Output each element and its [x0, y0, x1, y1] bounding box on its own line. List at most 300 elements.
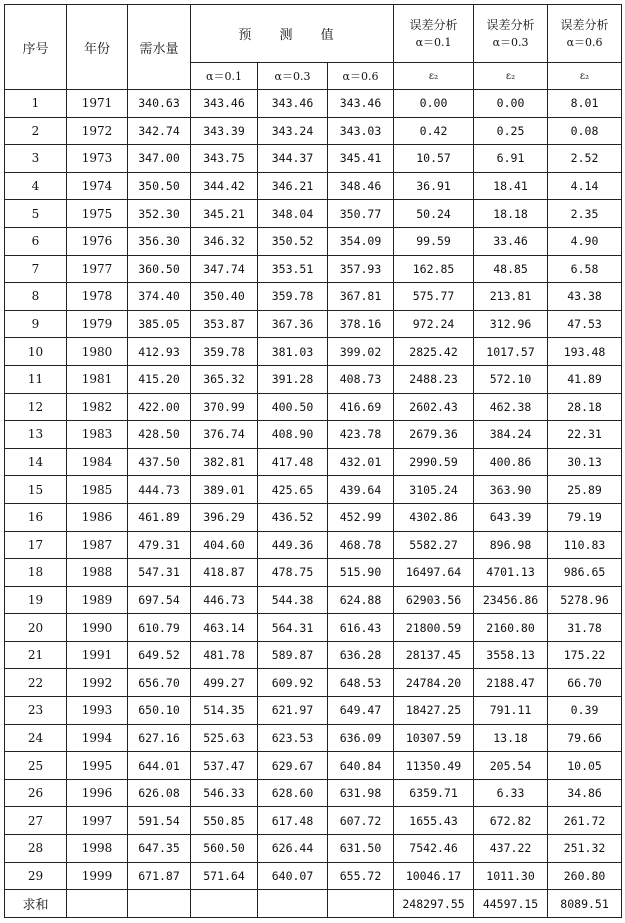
row-forecast-alpha-06: 416.69 — [328, 393, 394, 421]
row-forecast-alpha-03: 449.36 — [258, 531, 328, 559]
row-error-alpha-01: 2679.36 — [394, 421, 474, 449]
row-error-alpha-06: 47.53 — [548, 310, 622, 338]
row-index: 7 — [5, 255, 67, 283]
row-error-alpha-06: 260.80 — [548, 862, 622, 890]
row-forecast-alpha-06: 640.84 — [328, 752, 394, 780]
row-forecast-alpha-03: 640.07 — [258, 862, 328, 890]
row-index: 5 — [5, 200, 67, 228]
row-index: 10 — [5, 338, 67, 366]
row-demand: 479.31 — [128, 531, 191, 559]
header-forecast-group: 预 测 值 — [191, 5, 394, 63]
row-error-alpha-01: 6359.71 — [394, 779, 474, 807]
row-error-alpha-06: 8.01 — [548, 90, 622, 118]
header-forecast-alpha-06: α＝0.6 — [328, 63, 394, 90]
header-epsilon: ε₂ — [394, 63, 474, 90]
row-error-alpha-03: 33.46 — [474, 227, 548, 255]
row-index: 28 — [5, 835, 67, 863]
row-forecast-alpha-03: 348.04 — [258, 200, 328, 228]
row-error-alpha-06: 25.89 — [548, 476, 622, 504]
header-error-title: 误差分析 — [486, 17, 535, 32]
header-error-alpha-03 — [474, 5, 548, 63]
row-year: 1992 — [67, 669, 128, 697]
row-forecast-alpha-06: 343.03 — [328, 117, 394, 145]
table-body — [5, 90, 622, 918]
row-forecast-alpha-03: 350.52 — [258, 227, 328, 255]
row-forecast-alpha-06: 343.46 — [328, 90, 394, 118]
row-demand: 374.40 — [128, 283, 191, 311]
row-error-alpha-01: 2990.59 — [394, 448, 474, 476]
row-error-alpha-03: 0.00 — [474, 90, 548, 118]
row-error-alpha-06: 2.52 — [548, 145, 622, 173]
header-error-alpha-06 — [548, 5, 622, 63]
row-error-alpha-03: 384.24 — [474, 421, 548, 449]
row-forecast-alpha-03: 344.37 — [258, 145, 328, 173]
row-year: 1999 — [67, 862, 128, 890]
table-row — [5, 559, 622, 587]
row-demand: 649.52 — [128, 641, 191, 669]
row-forecast-alpha-06: 636.28 — [328, 641, 394, 669]
table-row — [5, 283, 622, 311]
row-demand: 428.50 — [128, 421, 191, 449]
row-year: 1973 — [67, 145, 128, 173]
row-error-alpha-01: 24784.20 — [394, 669, 474, 697]
row-index: 1 — [5, 90, 67, 118]
row-error-alpha-06: 4.90 — [548, 227, 622, 255]
row-forecast-alpha-01: 365.32 — [191, 365, 258, 393]
row-error-alpha-01: 5582.27 — [394, 531, 474, 559]
table-row — [5, 835, 622, 863]
row-forecast-alpha-01: 463.14 — [191, 614, 258, 642]
row-error-alpha-06: 0.39 — [548, 697, 622, 725]
table-row — [5, 669, 622, 697]
row-error-alpha-01: 10.57 — [394, 145, 474, 173]
header-forecast-alpha-01: α＝0.1 — [191, 63, 258, 90]
row-forecast-alpha-01: 396.29 — [191, 503, 258, 531]
row-year: 1982 — [67, 393, 128, 421]
row-demand: 385.05 — [128, 310, 191, 338]
row-error-alpha-06: 31.78 — [548, 614, 622, 642]
row-forecast-alpha-06: 357.93 — [328, 255, 394, 283]
row-forecast-alpha-06: 515.90 — [328, 559, 394, 587]
row-demand: 647.35 — [128, 835, 191, 863]
row-forecast-alpha-01: 344.42 — [191, 172, 258, 200]
row-forecast-alpha-06: 631.98 — [328, 779, 394, 807]
table-row — [5, 752, 622, 780]
row-forecast-alpha-01: 345.21 — [191, 200, 258, 228]
row-year: 1996 — [67, 779, 128, 807]
row-forecast-alpha-01: 481.78 — [191, 641, 258, 669]
row-forecast-alpha-01: 376.74 — [191, 421, 258, 449]
header-epsilon: ε₂ — [548, 63, 622, 90]
row-error-alpha-03: 4701.13 — [474, 559, 548, 587]
row-forecast-alpha-01: 347.74 — [191, 255, 258, 283]
row-year: 1979 — [67, 310, 128, 338]
row-index: 19 — [5, 586, 67, 614]
row-forecast-alpha-01: 560.50 — [191, 835, 258, 863]
table-row — [5, 365, 622, 393]
row-forecast-alpha-06: 631.50 — [328, 835, 394, 863]
row-forecast-alpha-03: 589.87 — [258, 641, 328, 669]
row-forecast-alpha-06: 439.64 — [328, 476, 394, 504]
row-error-alpha-06: 43.38 — [548, 283, 622, 311]
row-demand: 656.70 — [128, 669, 191, 697]
row-index: 27 — [5, 807, 67, 835]
row-error-alpha-01: 0.42 — [394, 117, 474, 145]
row-index: 4 — [5, 172, 67, 200]
row-error-alpha-06: 986.65 — [548, 559, 622, 587]
row-year: 1997 — [67, 807, 128, 835]
row-index: 15 — [5, 476, 67, 504]
row-year: 1971 — [67, 90, 128, 118]
row-demand: 356.30 — [128, 227, 191, 255]
totals-label: 求和 — [5, 890, 67, 918]
row-forecast-alpha-01: 382.81 — [191, 448, 258, 476]
row-error-alpha-03: 643.39 — [474, 503, 548, 531]
row-forecast-alpha-06: 350.77 — [328, 200, 394, 228]
header-error-alpha-label: α＝0.3 — [492, 35, 529, 49]
row-forecast-alpha-03: 564.31 — [258, 614, 328, 642]
table-row — [5, 421, 622, 449]
totals-empty-cell — [67, 890, 128, 918]
row-forecast-alpha-03: 621.97 — [258, 697, 328, 725]
row-error-alpha-06: 193.48 — [548, 338, 622, 366]
row-error-alpha-01: 1655.43 — [394, 807, 474, 835]
row-forecast-alpha-03: 544.38 — [258, 586, 328, 614]
row-forecast-alpha-01: 499.27 — [191, 669, 258, 697]
row-year: 1993 — [67, 697, 128, 725]
row-forecast-alpha-03: 478.75 — [258, 559, 328, 587]
header-forecast-alpha-03: α＝0.3 — [258, 63, 328, 90]
row-error-alpha-03: 462.38 — [474, 393, 548, 421]
row-index: 26 — [5, 779, 67, 807]
row-forecast-alpha-03: 425.65 — [258, 476, 328, 504]
row-error-alpha-01: 21800.59 — [394, 614, 474, 642]
row-index: 14 — [5, 448, 67, 476]
table-row — [5, 255, 622, 283]
row-error-alpha-01: 2488.23 — [394, 365, 474, 393]
row-error-alpha-03: 312.96 — [474, 310, 548, 338]
row-error-alpha-01: 10046.17 — [394, 862, 474, 890]
row-error-alpha-06: 34.86 — [548, 779, 622, 807]
table-row — [5, 586, 622, 614]
row-error-alpha-03: 6.33 — [474, 779, 548, 807]
table-row — [5, 531, 622, 559]
row-demand: 697.54 — [128, 586, 191, 614]
row-index: 17 — [5, 531, 67, 559]
header-error-alpha-01 — [394, 5, 474, 63]
row-error-alpha-06: 110.83 — [548, 531, 622, 559]
table-row — [5, 862, 622, 890]
row-error-alpha-01: 62903.56 — [394, 586, 474, 614]
row-index: 20 — [5, 614, 67, 642]
totals-empty-cell — [128, 890, 191, 918]
row-year: 1977 — [67, 255, 128, 283]
header-epsilon: ε₂ — [474, 63, 548, 90]
row-error-alpha-03: 791.11 — [474, 697, 548, 725]
row-error-alpha-03: 896.98 — [474, 531, 548, 559]
row-forecast-alpha-06: 468.78 — [328, 531, 394, 559]
row-error-alpha-06: 5278.96 — [548, 586, 622, 614]
row-forecast-alpha-06: 354.09 — [328, 227, 394, 255]
row-year: 1987 — [67, 531, 128, 559]
row-forecast-alpha-01: 389.01 — [191, 476, 258, 504]
row-error-alpha-06: 41.89 — [548, 365, 622, 393]
table-row — [5, 117, 622, 145]
table-row — [5, 476, 622, 504]
row-error-alpha-03: 13.18 — [474, 724, 548, 752]
table-row — [5, 448, 622, 476]
row-demand: 461.89 — [128, 503, 191, 531]
totals-empty-cell — [258, 890, 328, 918]
row-error-alpha-03: 213.81 — [474, 283, 548, 311]
row-forecast-alpha-01: 546.33 — [191, 779, 258, 807]
row-year: 1976 — [67, 227, 128, 255]
row-error-alpha-06: 6.58 — [548, 255, 622, 283]
row-index: 3 — [5, 145, 67, 173]
header-error-alpha-label: α＝0.6 — [566, 35, 603, 49]
row-demand: 591.54 — [128, 807, 191, 835]
row-error-alpha-01: 2825.42 — [394, 338, 474, 366]
row-demand: 547.31 — [128, 559, 191, 587]
row-demand: 626.08 — [128, 779, 191, 807]
row-demand: 437.50 — [128, 448, 191, 476]
row-error-alpha-03: 1011.30 — [474, 862, 548, 890]
table-row — [5, 200, 622, 228]
row-forecast-alpha-03: 626.44 — [258, 835, 328, 863]
row-forecast-alpha-01: 353.87 — [191, 310, 258, 338]
row-error-alpha-03: 363.90 — [474, 476, 548, 504]
row-forecast-alpha-03: 408.90 — [258, 421, 328, 449]
row-demand: 350.50 — [128, 172, 191, 200]
row-error-alpha-06: 261.72 — [548, 807, 622, 835]
row-error-alpha-01: 0.00 — [394, 90, 474, 118]
row-year: 1994 — [67, 724, 128, 752]
totals-error-alpha-06: 8089.51 — [548, 890, 622, 918]
row-forecast-alpha-06: 655.72 — [328, 862, 394, 890]
row-demand: 627.16 — [128, 724, 191, 752]
row-year: 1990 — [67, 614, 128, 642]
table-row — [5, 145, 622, 173]
row-year: 1986 — [67, 503, 128, 531]
table-row — [5, 310, 622, 338]
row-forecast-alpha-06: 345.41 — [328, 145, 394, 173]
row-forecast-alpha-06: 648.53 — [328, 669, 394, 697]
row-index: 11 — [5, 365, 67, 393]
header-error-title: 误差分析 — [560, 17, 609, 32]
row-error-alpha-01: 3105.24 — [394, 476, 474, 504]
row-error-alpha-06: 175.22 — [548, 641, 622, 669]
row-index: 22 — [5, 669, 67, 697]
row-error-alpha-01: 50.24 — [394, 200, 474, 228]
row-forecast-alpha-06: 649.47 — [328, 697, 394, 725]
row-year: 1998 — [67, 835, 128, 863]
row-forecast-alpha-01: 537.47 — [191, 752, 258, 780]
row-year: 1972 — [67, 117, 128, 145]
row-forecast-alpha-06: 399.02 — [328, 338, 394, 366]
row-forecast-alpha-01: 404.60 — [191, 531, 258, 559]
row-forecast-alpha-01: 514.35 — [191, 697, 258, 725]
row-forecast-alpha-06: 432.01 — [328, 448, 394, 476]
row-demand: 342.74 — [128, 117, 191, 145]
row-year: 1978 — [67, 283, 128, 311]
row-forecast-alpha-01: 343.75 — [191, 145, 258, 173]
row-forecast-alpha-01: 359.78 — [191, 338, 258, 366]
row-error-alpha-01: 7542.46 — [394, 835, 474, 863]
row-forecast-alpha-03: 400.50 — [258, 393, 328, 421]
row-demand: 352.30 — [128, 200, 191, 228]
row-forecast-alpha-06: 636.09 — [328, 724, 394, 752]
row-error-alpha-01: 36.91 — [394, 172, 474, 200]
row-demand: 422.00 — [128, 393, 191, 421]
row-year: 1989 — [67, 586, 128, 614]
row-forecast-alpha-03: 359.78 — [258, 283, 328, 311]
row-error-alpha-03: 437.22 — [474, 835, 548, 863]
row-demand: 347.00 — [128, 145, 191, 173]
row-forecast-alpha-06: 616.43 — [328, 614, 394, 642]
table-row — [5, 227, 622, 255]
row-forecast-alpha-01: 343.39 — [191, 117, 258, 145]
row-error-alpha-03: 3558.13 — [474, 641, 548, 669]
totals-empty-cell — [328, 890, 394, 918]
row-forecast-alpha-06: 378.16 — [328, 310, 394, 338]
row-demand: 671.87 — [128, 862, 191, 890]
row-demand: 360.50 — [128, 255, 191, 283]
row-year: 1985 — [67, 476, 128, 504]
row-error-alpha-03: 48.85 — [474, 255, 548, 283]
row-forecast-alpha-06: 452.99 — [328, 503, 394, 531]
row-error-alpha-03: 6.91 — [474, 145, 548, 173]
row-demand: 444.73 — [128, 476, 191, 504]
table-row — [5, 779, 622, 807]
row-forecast-alpha-01: 446.73 — [191, 586, 258, 614]
row-error-alpha-03: 400.86 — [474, 448, 548, 476]
totals-error-alpha-01: 248297.55 — [394, 890, 474, 918]
table-row — [5, 641, 622, 669]
row-year: 1981 — [67, 365, 128, 393]
row-year: 1983 — [67, 421, 128, 449]
row-forecast-alpha-06: 367.81 — [328, 283, 394, 311]
row-year: 1980 — [67, 338, 128, 366]
header-error-alpha-label: α＝0.1 — [415, 35, 452, 49]
row-forecast-alpha-06: 348.46 — [328, 172, 394, 200]
table-row — [5, 338, 622, 366]
row-forecast-alpha-03: 343.24 — [258, 117, 328, 145]
row-forecast-alpha-01: 370.99 — [191, 393, 258, 421]
totals-row — [5, 890, 622, 918]
row-error-alpha-03: 2188.47 — [474, 669, 548, 697]
totals-empty-cell — [191, 890, 258, 918]
row-index: 23 — [5, 697, 67, 725]
row-index: 21 — [5, 641, 67, 669]
row-forecast-alpha-06: 607.72 — [328, 807, 394, 835]
row-error-alpha-01: 16497.64 — [394, 559, 474, 587]
table-row — [5, 90, 622, 118]
row-error-alpha-06: 28.18 — [548, 393, 622, 421]
row-forecast-alpha-01: 525.63 — [191, 724, 258, 752]
row-error-alpha-01: 972.24 — [394, 310, 474, 338]
row-error-alpha-03: 18.18 — [474, 200, 548, 228]
row-forecast-alpha-03: 381.03 — [258, 338, 328, 366]
row-forecast-alpha-03: 617.48 — [258, 807, 328, 835]
row-index: 8 — [5, 283, 67, 311]
row-index: 6 — [5, 227, 67, 255]
row-index: 13 — [5, 421, 67, 449]
row-error-alpha-03: 0.25 — [474, 117, 548, 145]
row-forecast-alpha-03: 628.60 — [258, 779, 328, 807]
row-forecast-alpha-01: 571.64 — [191, 862, 258, 890]
row-error-alpha-01: 10307.59 — [394, 724, 474, 752]
row-error-alpha-06: 0.08 — [548, 117, 622, 145]
table-row — [5, 393, 622, 421]
row-error-alpha-01: 162.85 — [394, 255, 474, 283]
row-error-alpha-06: 66.70 — [548, 669, 622, 697]
row-demand: 610.79 — [128, 614, 191, 642]
row-demand: 415.20 — [128, 365, 191, 393]
row-error-alpha-01: 99.59 — [394, 227, 474, 255]
row-forecast-alpha-06: 408.73 — [328, 365, 394, 393]
row-index: 16 — [5, 503, 67, 531]
row-forecast-alpha-03: 629.67 — [258, 752, 328, 780]
row-error-alpha-03: 18.41 — [474, 172, 548, 200]
row-year: 1995 — [67, 752, 128, 780]
row-forecast-alpha-06: 423.78 — [328, 421, 394, 449]
row-year: 1991 — [67, 641, 128, 669]
row-error-alpha-06: 251.32 — [548, 835, 622, 863]
row-index: 12 — [5, 393, 67, 421]
row-error-alpha-06: 30.13 — [548, 448, 622, 476]
row-forecast-alpha-03: 367.36 — [258, 310, 328, 338]
row-demand: 412.93 — [128, 338, 191, 366]
row-forecast-alpha-03: 623.53 — [258, 724, 328, 752]
row-forecast-alpha-03: 346.21 — [258, 172, 328, 200]
row-demand: 644.01 — [128, 752, 191, 780]
row-forecast-alpha-03: 343.46 — [258, 90, 328, 118]
header-row-1 — [5, 5, 622, 63]
forecast-error-table — [4, 4, 622, 918]
header-error-title: 误差分析 — [409, 17, 458, 32]
row-forecast-alpha-03: 436.52 — [258, 503, 328, 531]
row-demand: 650.10 — [128, 697, 191, 725]
row-index: 29 — [5, 862, 67, 890]
row-error-alpha-03: 1017.57 — [474, 338, 548, 366]
row-error-alpha-06: 10.05 — [548, 752, 622, 780]
totals-error-alpha-03: 44597.15 — [474, 890, 548, 918]
row-forecast-alpha-01: 343.46 — [191, 90, 258, 118]
table-row — [5, 697, 622, 725]
table-row — [5, 807, 622, 835]
row-error-alpha-06: 4.14 — [548, 172, 622, 200]
row-demand: 340.63 — [128, 90, 191, 118]
row-error-alpha-06: 22.31 — [548, 421, 622, 449]
row-error-alpha-01: 18427.25 — [394, 697, 474, 725]
table-row — [5, 503, 622, 531]
row-forecast-alpha-01: 550.85 — [191, 807, 258, 835]
row-year: 1988 — [67, 559, 128, 587]
row-error-alpha-03: 2160.80 — [474, 614, 548, 642]
header-index: 序号 — [5, 5, 67, 90]
row-forecast-alpha-03: 417.48 — [258, 448, 328, 476]
row-index: 2 — [5, 117, 67, 145]
table-row — [5, 172, 622, 200]
table-row — [5, 724, 622, 752]
row-error-alpha-03: 205.54 — [474, 752, 548, 780]
row-error-alpha-06: 79.19 — [548, 503, 622, 531]
row-error-alpha-01: 28137.45 — [394, 641, 474, 669]
row-error-alpha-01: 575.77 — [394, 283, 474, 311]
row-forecast-alpha-03: 609.92 — [258, 669, 328, 697]
row-forecast-alpha-01: 350.40 — [191, 283, 258, 311]
row-index: 25 — [5, 752, 67, 780]
